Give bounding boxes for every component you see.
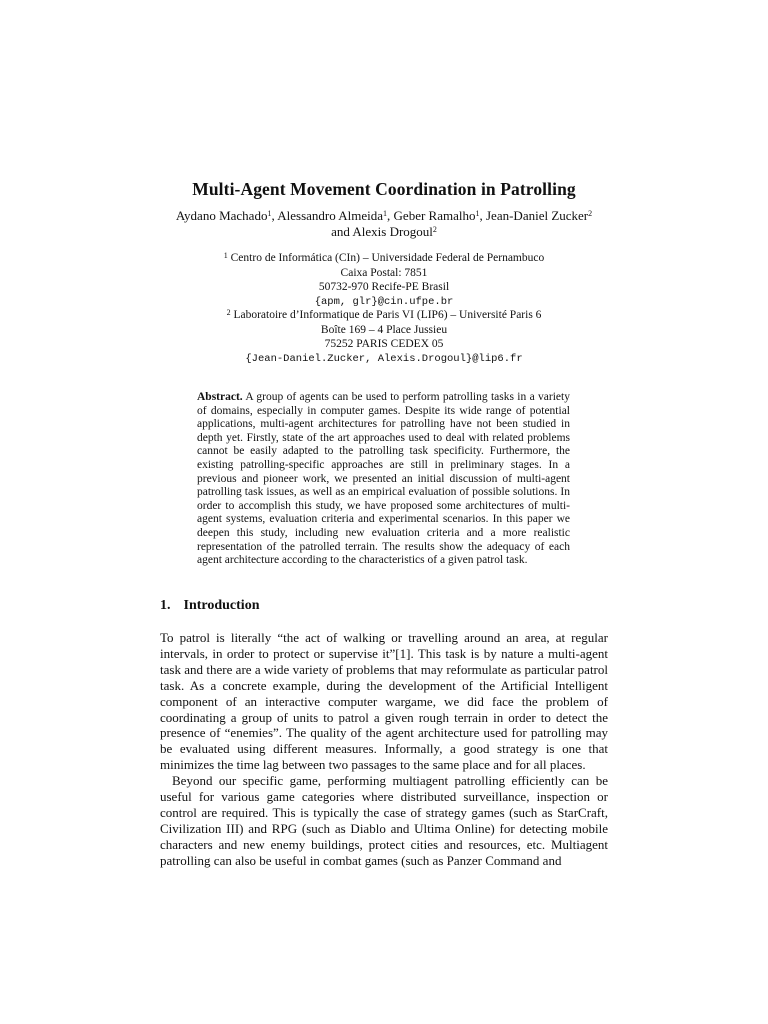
author-name: Aydano Machado [175,208,268,223]
separator: , [387,208,394,223]
affiliation-email: {Jean-Daniel.Zucker, Alexis.Drogoul}@lip6.fr [245,352,523,365]
affiliation-mark: 2 [588,209,593,218]
affiliation-name [0,251,768,266]
affiliation-institution: Centro de Informática (CIn) – Universidade Federal de Pernambuco [230,252,545,264]
abstract [197,391,570,568]
author-name: Alexis Drogoul [352,223,433,239]
affiliation-mark: 2 [432,224,437,234]
affiliation-block [0,308,768,366]
affiliation-city: 75252 PARIS CEDEX 05 [324,338,444,350]
section-body [160,630,608,869]
paragraph: Beyond our specific game, performing multiagent patrolling efficiently can be useful for various game categories where distributed surveillance, inspection or control are required. This is typically the case of strategy games (such as StarCraft, Civilization III) and RPG (such as Diablo and Ultima Online) for detecting mobile characters and new enemy buildings, protect cities and resources, etc. Multiagent patrolling can also be useful in combat games (such as Panzer Command and [160,773,608,868]
section-number: 1. [160,598,171,613]
affiliation-block [0,251,768,309]
author-conjunction: and [331,223,353,239]
affiliation-email: {apm, glr}@cin.ufpe.br [314,295,454,308]
section-title: Introduction [183,598,260,613]
section-heading [160,598,259,614]
separator: , [479,208,486,223]
affiliation-institution: Laboratoire d’Informatique de Paris VI (LIP6) – Université Paris 6 [233,309,542,321]
author-name: Geber Ramalho [393,208,476,223]
paper-title: Multi-Agent Movement Coordination in Patrolling [192,179,576,199]
author-line-2 [0,224,768,240]
author-name: Alessandro Almeida [277,208,384,223]
author-name: Jean-Daniel Zucker [486,208,589,223]
affiliation-address: Boîte 169 – 4 Place Jussieu [320,323,448,336]
affiliation-mark: 1 [383,209,388,218]
abstract-text: A group of agents can be used to perform patrolling tasks in a variety of domains, especially in computer games. Despite its wide range of potential applications, multi-agent architectures for patrolling have not been studied in depth yet. Firstly, state of the art approaches used to deal with related problems cannot be easily adapted to the patrolling task specificity. Furthermore, the existing patrolling-specific approaches are still in preliminary stages. In a previous and pioneer work, we presented an initial discussion of multi-agent patrolling task issues, as well as an empirical evaluation of possible solutions. In order to accomplish this study, we have proposed some architectures of multi-agent systems, evaluation criteria and experimental scenarios. In this paper we deepen this study, including new evaluation criteria and a more realistic representation of the patrolled terrain. The results show the adequacy of each agent architecture according to the characteristics of a given patrol task. [197,391,570,567]
affiliation-city: 50732-970 Recife-PE Brasil [318,281,450,293]
affiliation-address: Caixa Postal: 7851 [340,266,428,279]
author-list [0,208,768,239]
affiliation-mark: 1 [223,251,228,260]
affiliation-mark: 2 [226,308,231,317]
abstract-label: Abstract. [197,391,243,403]
affiliation-name [0,308,768,323]
affiliation-mark: 1 [475,209,480,218]
separator: , [271,208,278,223]
affiliation-mark: 1 [267,209,272,218]
paragraph: To patrol is literally “the act of walking or travelling around an area, at regular intervals, in order to protect or supervise it”[1]. This task is by nature a multi-agent task and there are a wide variety of problems that may reformulate as particular patrol task. As a concrete example, during the development of the Artificial Intelligent component of an interactive computer wargame, we did face the problem of coordinating a group of units to patrol a given rough terrain in order to detect the presence of “enemies”. The quality of the agent architecture used for patrolling may be evaluated using different measures. Informally, a good strategy is one that minimizes the time lag between two passages to the same place and for all places. [160,630,608,773]
author-line-1 [0,208,768,224]
